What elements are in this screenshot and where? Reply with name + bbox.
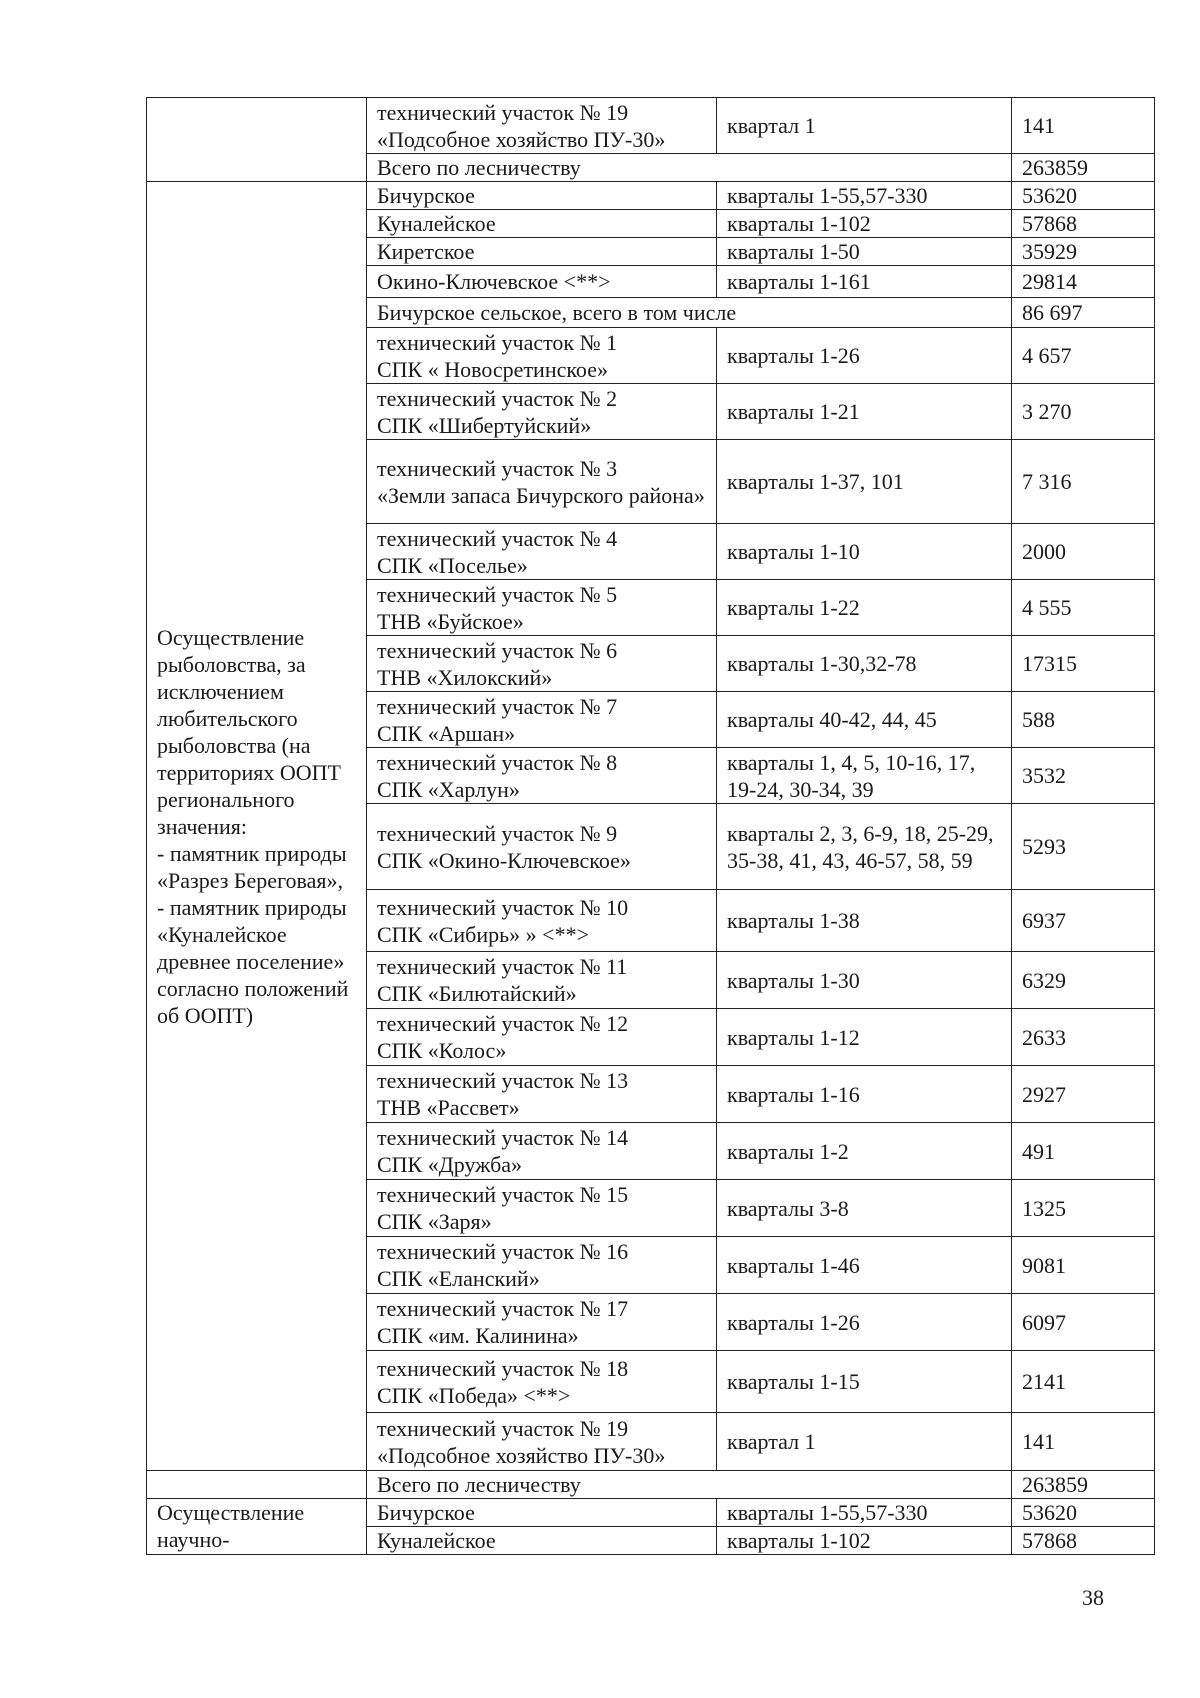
forestry-name: Киретское <box>367 238 717 266</box>
plot-area: 6329 <box>1012 952 1155 1009</box>
plot-name: технический участок № 4 СПК «Поселье» <box>367 524 717 580</box>
plot-name: технический участок № 14 СПК «Дружба» <box>367 1123 717 1180</box>
plot-area: 4 657 <box>1012 328 1155 384</box>
plot-blocks: кварталы 1-46 <box>717 1237 1012 1294</box>
plot-blocks: кварталы 1-37, 101 <box>717 440 1012 524</box>
plot-blocks: кварталы 1-30 <box>717 952 1012 1009</box>
total-row <box>147 1471 1155 1499</box>
plot-blocks: кварталы 1-16 <box>717 1066 1012 1123</box>
plot-blocks: кварталы 1-26 <box>717 328 1012 384</box>
plot-name: технический участок № 2 СПК «Шибертуйский» <box>367 384 717 440</box>
plot-name: технический участок № 5 ТНВ «Буйское» <box>367 580 717 636</box>
plot-name: технический участок № 6 ТНВ «Хилокский» <box>367 636 717 692</box>
plot-blocks: кварталы 2, 3, 6-9, 18, 25-29, 35-38, 41, 43, 46-57, 58, 59 <box>717 804 1012 890</box>
plot-name: технический участок № 10 СПК «Сибирь» » <**> <box>367 890 717 952</box>
subtotal-label: Бичурское сельское, всего в том числе <box>367 298 1012 328</box>
forestry-name: Куналейское <box>367 1527 717 1555</box>
forestry-blocks: кварталы 1-55,57-330 <box>717 1499 1012 1527</box>
subtotal-value: 86 697 <box>1012 298 1155 328</box>
plot-name: технический участок № 1 СПК « Новосретинское» <box>367 328 717 384</box>
plot-area: 4 555 <box>1012 580 1155 636</box>
plot-area: 588 <box>1012 692 1155 748</box>
activity-cell-empty <box>147 98 367 182</box>
plot-area: 1325 <box>1012 1180 1155 1237</box>
plot-area: 7 316 <box>1012 440 1155 524</box>
activity-cell-empty <box>147 1471 367 1499</box>
total-value: 263859 <box>1012 154 1155 182</box>
plot-name: технический участок № 19 «Подсобное хозяйство ПУ-30» <box>367 1413 717 1471</box>
plot-blocks: кварталы 1-26 <box>717 1294 1012 1351</box>
plot-name: технический участок № 18 СПК «Победа» <**> <box>367 1351 717 1413</box>
plot-blocks: квартал 1 <box>717 98 1012 154</box>
plot-blocks: кварталы 40-42, 44, 45 <box>717 692 1012 748</box>
plot-blocks: кварталы 1-15 <box>717 1351 1012 1413</box>
plot-name: технический участок № 8 СПК «Харлун» <box>367 748 717 804</box>
plot-blocks: кварталы 1-22 <box>717 580 1012 636</box>
forestry-area: 57868 <box>1012 210 1155 238</box>
plot-area: 6097 <box>1012 1294 1155 1351</box>
forestry-name: Бичурское <box>367 182 717 210</box>
plot-area: 2927 <box>1012 1066 1155 1123</box>
plot-blocks: кварталы 1-10 <box>717 524 1012 580</box>
plot-area: 2633 <box>1012 1009 1155 1066</box>
plot-blocks: кварталы 1-30,32-78 <box>717 636 1012 692</box>
forestry-table <box>146 97 1155 1555</box>
forestry-blocks: кварталы 1-161 <box>717 266 1012 298</box>
table-row <box>147 182 1155 210</box>
plot-name: технический участок № 9 СПК «Окино-Ключевское» <box>367 804 717 890</box>
table-row <box>147 98 1155 154</box>
plot-blocks: кварталы 1-21 <box>717 384 1012 440</box>
plot-blocks: кварталы 1-2 <box>717 1123 1012 1180</box>
activity-description: Осуществление научно- <box>147 1499 367 1555</box>
plot-blocks: кварталы 1-12 <box>717 1009 1012 1066</box>
total-label: Всего по лесничеству <box>367 154 1012 182</box>
plot-name: технический участок № 12 СПК «Колос» <box>367 1009 717 1066</box>
forestry-area: 29814 <box>1012 266 1155 298</box>
forestry-area: 57868 <box>1012 1527 1155 1555</box>
forestry-name: Бичурское <box>367 1499 717 1527</box>
page-number: 38 <box>1082 1585 1104 1610</box>
plot-area: 141 <box>1012 98 1155 154</box>
forestry-blocks: кварталы 1-55,57-330 <box>717 182 1012 210</box>
forestry-name: Куналейское <box>367 210 717 238</box>
plot-name: технический участок № 16 СПК «Еланский» <box>367 1237 717 1294</box>
plot-area: 3 270 <box>1012 384 1155 440</box>
plot-area: 2000 <box>1012 524 1155 580</box>
plot-blocks: кварталы 1-38 <box>717 890 1012 952</box>
plot-name: технический участок № 15 СПК «Заря» <box>367 1180 717 1237</box>
forestry-area: 53620 <box>1012 182 1155 210</box>
plot-area: 2141 <box>1012 1351 1155 1413</box>
plot-blocks: кварталы 1, 4, 5, 10-16, 17, 19-24, 30-34, 39 <box>717 748 1012 804</box>
forestry-blocks: кварталы 1-102 <box>717 1527 1012 1555</box>
total-value: 263859 <box>1012 1471 1155 1499</box>
plot-blocks: кварталы 3-8 <box>717 1180 1012 1237</box>
table-row <box>147 1499 1155 1527</box>
plot-area: 491 <box>1012 1123 1155 1180</box>
plot-area: 9081 <box>1012 1237 1155 1294</box>
activity-description: Осуществление рыболовства, за исключением любительского рыболовства (на территориях ООПТ регионального значения: - памятник природы «Разрез Береговая», - памятник природы «Куналейское древнее поселение» согласно положений об ООПТ) <box>147 182 367 1471</box>
plot-name: технический участок № 11 СПК «Билютайский» <box>367 952 717 1009</box>
forestry-blocks: кварталы 1-102 <box>717 210 1012 238</box>
plot-blocks: квартал 1 <box>717 1413 1012 1471</box>
plot-name: технический участок № 17 СПК «им. Калинина» <box>367 1294 717 1351</box>
plot-area: 3532 <box>1012 748 1155 804</box>
plot-area: 17315 <box>1012 636 1155 692</box>
plot-name: технический участок № 19 «Подсобное хозяйство ПУ-30» <box>367 98 717 154</box>
forestry-area: 53620 <box>1012 1499 1155 1527</box>
forestry-blocks: кварталы 1-50 <box>717 238 1012 266</box>
plot-name: технический участок № 7 СПК «Аршан» <box>367 692 717 748</box>
forestry-area: 35929 <box>1012 238 1155 266</box>
plot-area: 141 <box>1012 1413 1155 1471</box>
plot-name: технический участок № 3 «Земли запаса Бичурского района» <box>367 440 717 524</box>
plot-area: 6937 <box>1012 890 1155 952</box>
total-label: Всего по лесничеству <box>367 1471 1012 1499</box>
plot-area: 5293 <box>1012 804 1155 890</box>
plot-name: технический участок № 13 ТНВ «Рассвет» <box>367 1066 717 1123</box>
forestry-name: Окино-Ключевское <**> <box>367 266 717 298</box>
